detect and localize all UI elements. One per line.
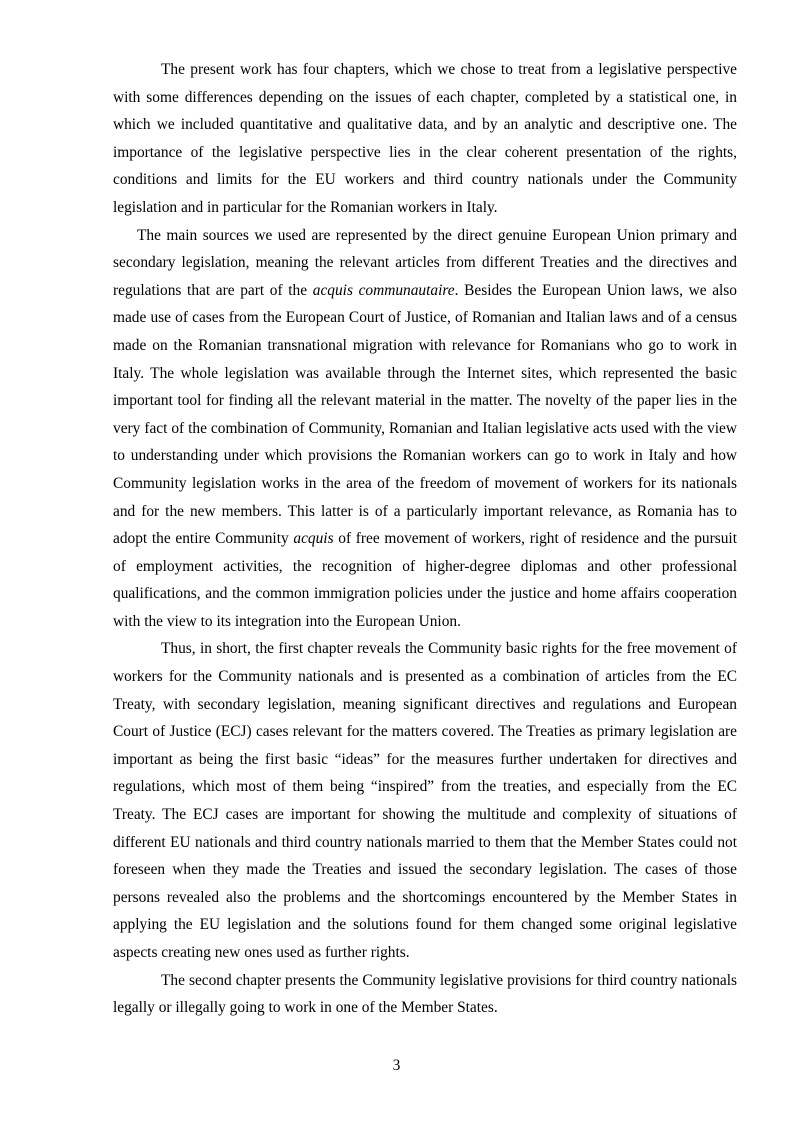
paragraph-2-italic-acquis: acquis: [293, 530, 334, 548]
paragraph-1: [113, 56, 737, 222]
paragraph-2-text-part-2: . Besides the European Union laws, we also made use of cases from the European Court of Justice, of Romanian and Italian laws and of a census made on the Romanian transnational migration with relevance for Romanians who go to work in Italy. The whole legislation was available through the Internet sites, which represented the basic important tool for finding all the relevant material in the matter. The novelty of the paper lies in the very fact of the combination of Community, Romanian and Italian legislative acts used with the view to understanding under which provisions the Romanian workers can go to work in Italy and how Community legislation works in the area of the freedom of movement of workers for its nationals and for the new members. This latter is of a particularly important relevance, as Romania has to adopt the entire Community: [113, 281, 737, 548]
paragraph-2-text-part-1: The main sources we used are represented by the direct genuine European Union primary and secondary legislation, meaning the relevant articles from different Treaties and the directives and regulations that are part of the: [113, 226, 737, 299]
paragraph-2-italic-acquis-communautaire: acquis communautaire: [312, 281, 455, 299]
paragraph-3: [113, 635, 737, 966]
page-number: 3: [392, 1057, 401, 1074]
document-body: [113, 56, 737, 1022]
paragraph-3-text: Thus, in short, the first chapter reveals the Community basic rights for the free movement of workers for the Community nationals and is presented as a combination of articles from the EC Treaty, with secondary legislation, meaning significant directives and regulations and European Court of Justice (ECJ) cases relevant for the matters covered. The Treaties as primary legislation are important as being the first basic “ideas” for the measures further undertaken for directives and regulations, which most of them being “inspired” from the treaties, and especially from the EC Treaty. The ECJ cases are important for showing the multitude and complexity of situations of different EU nationals and third country nationals married to them that the Member States could not foreseen when they made the Treaties and issued the secondary legislation. The cases of those persons revealed also the problems and the shortcomings encountered by the Member States in applying the EU legislation and the solutions found for them changed some original legislative aspects creating new ones used as further rights.: [113, 640, 737, 961]
paragraph-2: [113, 222, 737, 636]
paragraph-4-text: The second chapter presents the Community legislative provisions for third country nationals legally or illegally going to work in one of the Member States.: [113, 971, 737, 1017]
paragraph-4: [113, 967, 737, 1022]
paragraph-2-text-part-3: of free movement of workers, right of residence and the pursuit of employment activities, the recognition of higher-degree diplomas and other professional qualifications, and the common immigration policies under the justice and home affairs cooperation with the view to its integration into the European Union.: [113, 530, 737, 630]
paragraph-1-text: The present work has four chapters, which we chose to treat from a legislative perspective with some differences depending on the issues of each chapter, completed by a statistical one, in which we included quantitative and qualitative data, and by an analytic and descriptive one. The importance of the legislative perspective lies in the clear coherent presentation of the rights, conditions and limits for the EU workers and third country nationals under the Community legislation and in particular for the Romanian workers in Italy.: [113, 61, 737, 216]
